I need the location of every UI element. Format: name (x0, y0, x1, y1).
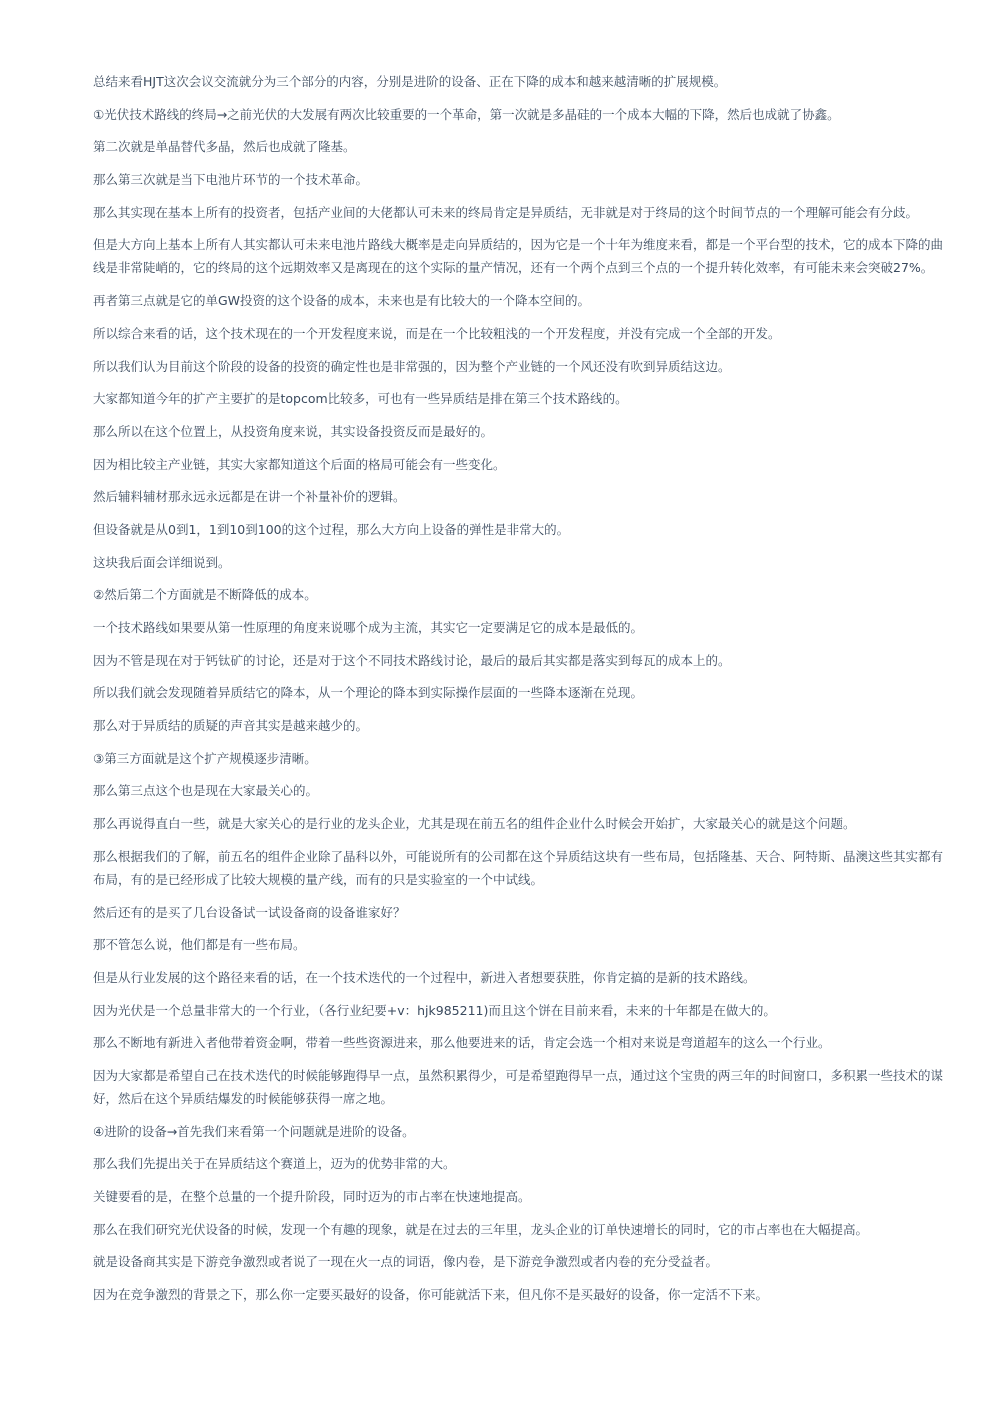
paragraph: 但是大方向上基本上所有人其实都认可未来电池片路线大概率是走向异质结的，因为它是一个十年为维度来看，都是一个平台型的技术，它的成本下降的曲线是非常陡峭的，它的终局的这个远期效率又是离现在的这个实际的量产情况，还有一个两个点到三个点的一个提升转化效率，有可能未来会突破27%。 (93, 237, 944, 276)
paragraph: 那么第三点这个也是现在大家最关心的。 (93, 783, 319, 799)
paragraph: ③第三方面就是这个扩产规模逐步清晰。 (93, 750, 317, 766)
paragraph: 那不管怎么说，他们都是有一些布局。 (93, 937, 306, 953)
paragraph: 所以我们认为目前这个阶段的设备的投资的确定性也是非常强的，因为整个产业链的一个风还没有吹到异质结这边。 (93, 358, 731, 374)
paragraph: 因为不管是现在对于钙钛矿的讨论，还是对于这个不同技术路线讨论，最后的最后其实都是落实到每瓦的成本上的。 (93, 652, 731, 668)
paragraph: 所以我们就会发现随着异质结它的降本，从一个理论的降本到实际操作层面的一些降本逐渐在兑现。 (93, 685, 644, 701)
paragraph: 然后还有的是买了几台设备试一试设备商的设备谁家好？ (93, 904, 406, 920)
paragraph: 那么其实现在基本上所有的投资者，包括产业间的大佬都认可未来的终局肯定是异质结，无非就是对于终局的这个时间节点的一个理解可能会有分歧。 (93, 204, 919, 220)
paragraph: 那么再说得直白一些，就是大家关心的是行业的龙头企业，尤其是现在前五名的组件企业什么时候会开始扩，大家最关心的就是这个问题。 (93, 816, 856, 832)
paragraph: 第二次就是单晶替代多晶，然后也成就了隆基。 (93, 139, 356, 155)
paragraph: 那么所以在这个位置上，从投资角度来说，其实设备投资反而是最好的。 (93, 423, 494, 439)
paragraph: 但设备就是从0到1，1到10到100的这个过程，那么大方向上设备的弹性是非常大的。 (93, 521, 570, 537)
paragraph: ②然后第二个方面就是不断降低的成本。 (93, 587, 317, 603)
paragraph: 因为在竞争激烈的背景之下，那么你一定要买最好的设备，你可能就活下来，但凡你不是买最好的设备，你一定活不下来。 (93, 1287, 769, 1303)
paragraph: 那么不断地有新进入者他带着资金啊，带着一些些资源进来，那么他要进来的话，肯定会选一个相对来说是弯道超车的这么一个行业。 (93, 1035, 831, 1051)
paragraph: 那么根据我们的了解，前五名的组件企业除了晶科以外，可能说所有的公司都在这个异质结这块有一些布局，包括隆基、天合、阿特斯、晶澳这些其实都有布局，有的是已经形成了比较大规模的量产线，而有的只是实验室的一个中试线。 (93, 848, 944, 887)
paragraph: 这块我后面会详细说到。 (93, 554, 231, 570)
paragraph: ①光伏技术路线的终局→之前光伏的大发展有两次比较重要的一个革命，第一次就是多晶硅的一个成本大幅的下降，然后也成就了协鑫。 (93, 106, 840, 122)
paragraph: 所以综合来看的话，这个技术现在的一个开发程度来说，而是在一个比较粗浅的一个开发程度，并没有完成一个全部的开发。 (93, 325, 781, 341)
paragraph: 因为光伏是一个总量非常大的一个行业，（各行业纪要+v：hjk985211)而且这个饼在目前来看，未来的十年都是在做大的。 (93, 1002, 776, 1018)
paragraph: 大家都知道今年的扩产主要扩的是topcom比较多，可也有一些异质结是排在第三个技术路线的。 (93, 391, 628, 407)
paragraph: 然后辅料辅材那永远永远都是在讲一个补量补价的逻辑。 (93, 489, 406, 505)
paragraph: 那么第三次就是当下电池片环节的一个技术革命。 (93, 172, 369, 188)
paragraph: 那么对于异质结的质疑的声音其实是越来越少的。 (93, 718, 369, 734)
paragraph: 那么在我们研究光伏设备的时候，发现一个有趣的现象，就是在过去的三年里，龙头企业的订单快速增长的同时，它的市占率也在大幅提高。 (93, 1221, 869, 1237)
paragraph: 但是从行业发展的这个路径来看的话，在一个技术迭代的一个过程中，新进入者想要获胜，你肯定搞的是新的技术路线。 (93, 969, 756, 985)
paragraph: 就是设备商其实是下游竞争激烈或者说了一现在火一点的词语，像内卷，是下游竞争激烈或者内卷的充分受益者。 (93, 1254, 719, 1270)
paragraph: ④进阶的设备→首先我们来看第一个问题就是进阶的设备。 (93, 1123, 415, 1139)
paragraph: 那么我们先提出关于在异质结这个赛道上，迈为的优势非常的大。 (93, 1156, 456, 1172)
paragraph: 关键要看的是，在整个总量的一个提升阶段，同时迈为的市占率在快速地提高。 (93, 1189, 531, 1204)
paragraph: 总结来看HJT这次会议交流就分为三个部分的内容，分别是进阶的设备、正在下降的成本和越来越清晰的扩展规模。 (93, 74, 727, 89)
paragraph: 一个技术路线如果要从第一性原理的角度来说哪个成为主流，其实它一定要满足它的成本是最低的。 (93, 620, 644, 635)
paragraph: 因为大家都是希望自己在技术迭代的时候能够跑得早一点，虽然积累得少，可是希望跑得早一点，通过这个宝贵的两三年的时间窗口，多积累一些技术的谋好，然后在这个异质结爆发的时候能够获得一席之地。 (93, 1067, 944, 1106)
document-body (93, 70, 943, 1316)
paragraph: 因为相比较主产业链，其实大家都知道这个后面的格局可能会有一些变化。 (93, 456, 506, 472)
paragraph: 再者第三点就是它的单GW投资的这个设备的成本，未来也是有比较大的一个降本空间的。 (93, 293, 591, 309)
